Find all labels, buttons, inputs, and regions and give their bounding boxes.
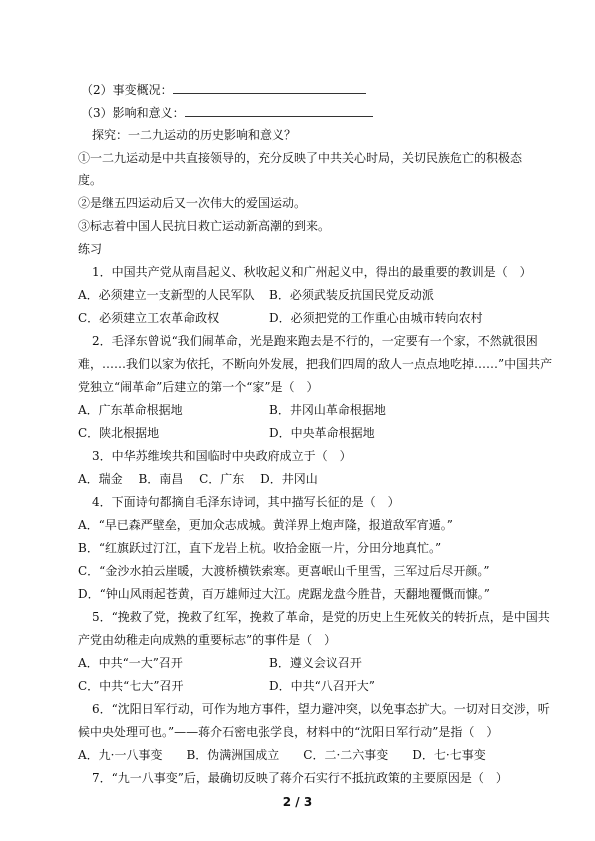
blank-underline — [173, 81, 248, 94]
question-5-option-c: C．中共“七大”召开 — [78, 679, 184, 693]
question-2-stem-1: 2．毛泽东曾说“我们闹革命，光是跑来跑去是不行的，一定要有一个家，不然就很困 — [92, 334, 538, 348]
question-1-option-d: D．必须把党的工作重心由城市转向农村 — [269, 311, 483, 325]
question-2-stem-2: 难，……我们以家为依托，不断向外发展，把我们四周的敌人一点点地吃掉……”中国共产 — [78, 357, 553, 371]
question-5-stem-1: 5．“挽救了党，挽救了红军，挽救了革命，是党的历史上生死攸关的转折点，是中国共 — [92, 610, 550, 624]
blank-underline — [248, 81, 366, 94]
practice-title: 练习 — [78, 242, 103, 256]
question-1-option-c: C．必须建立工农革命政权 — [78, 311, 220, 325]
event-impact-line — [81, 104, 373, 121]
blank-underline — [185, 104, 255, 117]
question-2-option-c: C．陕北根据地 — [78, 426, 160, 440]
question-2-option-d: D．中央革命根据地 — [269, 426, 375, 440]
blank-underline — [255, 104, 373, 117]
page-number: 2 / 3 — [282, 795, 313, 809]
question-5-stem-2: 产党由幼稚走向成熟的重要标志”的事件是（ ） — [78, 633, 337, 647]
question-3-stem: 3．中华苏维埃共和国临时中央政府成立于（ ） — [92, 449, 352, 463]
question-6-stem-2: 候中央处理可也。”——蒋介石密电张学良，材料中的“沈阳日军行动”是指（ ） — [78, 725, 499, 739]
question-1-option-a: A．必须建立一支新型的人民军队 — [78, 288, 255, 302]
question-2-option-a: A．广东革命根据地 — [78, 403, 183, 417]
question-3-options: A．瑞金 B．南昌 C．广东 D．井冈山 — [78, 472, 318, 486]
question-4-option-d: D．“钟山风雨起苍黄，百万雄师过大江。虎踞龙盘今胜昔，天翻地覆慨而慷。” — [78, 587, 490, 601]
question-7-stem: 7．“九一八事变”后，最确切反映了蒋介石实行不抵抗政策的主要原因是（ ） — [92, 771, 508, 785]
question-4-option-a: A．“早已森严壁垒，更加众志成城。黄洋界上炮声隆，报道敌军宵遁。” — [78, 518, 453, 532]
explore-point-1: ①一二九运动是中共直接领导的，充分反映了中共关心时局，关切民族危亡的积极态 — [78, 151, 523, 165]
question-2-option-b: B．井冈山革命根据地 — [269, 403, 386, 417]
question-1-option-b: B．必须武装反抗国民党反动派 — [269, 288, 434, 302]
question-2-stem-3: 党独立“闹革命”后建立的第一个“家”是（ ） — [78, 380, 319, 394]
question-6-options: A．九·一八事变 B．伪满洲国成立 C．二·二六事变 D．七·七事变 — [78, 748, 486, 762]
explore-point-2: ②是继五四运动后又一次伟大的爱国运动。 — [78, 196, 307, 210]
question-5-option-a: A．中共“一大”召开 — [78, 656, 183, 670]
question-1-stem: 1．中国共产党从南昌起义、秋收起义和广州起义中，得出的最重要的教训是（ ） — [92, 265, 532, 279]
event-overview-line — [81, 81, 366, 98]
question-4-stem: 4．下面诗句都摘自毛泽东诗词，其中描写长征的是（ ） — [92, 495, 400, 509]
event-overview-label: （2）事变概况： — [81, 83, 173, 97]
question-5-option-d: D．中共“八召开大” — [269, 679, 375, 693]
question-4-option-c: C．“金沙水拍云崖暖，大渡桥横铁索寒。更喜岷山千里雪，三军过后尽开颜。” — [78, 564, 490, 578]
question-5-option-b: B．遵义会议召开 — [269, 656, 362, 670]
event-impact-label: （3）影响和意义： — [81, 106, 185, 120]
explore-point-1-cont: 度。 — [78, 173, 103, 187]
question-6-stem-1: 6．“沈阳日军行动，可作为地方事件，望力避冲突，以免事态扩大。一切对日交涉，听 — [92, 702, 550, 716]
explore-point-3: ③标志着中国人民抗日救亡运动新高潮的到来。 — [78, 219, 331, 233]
question-4-option-b: B．“红旗跃过汀江，直下龙岩上杭。收拾金瓯一片，分田分地真忙。” — [78, 541, 442, 555]
explore-question: 探究：一二九运动的历史影响和意义？ — [92, 128, 297, 142]
